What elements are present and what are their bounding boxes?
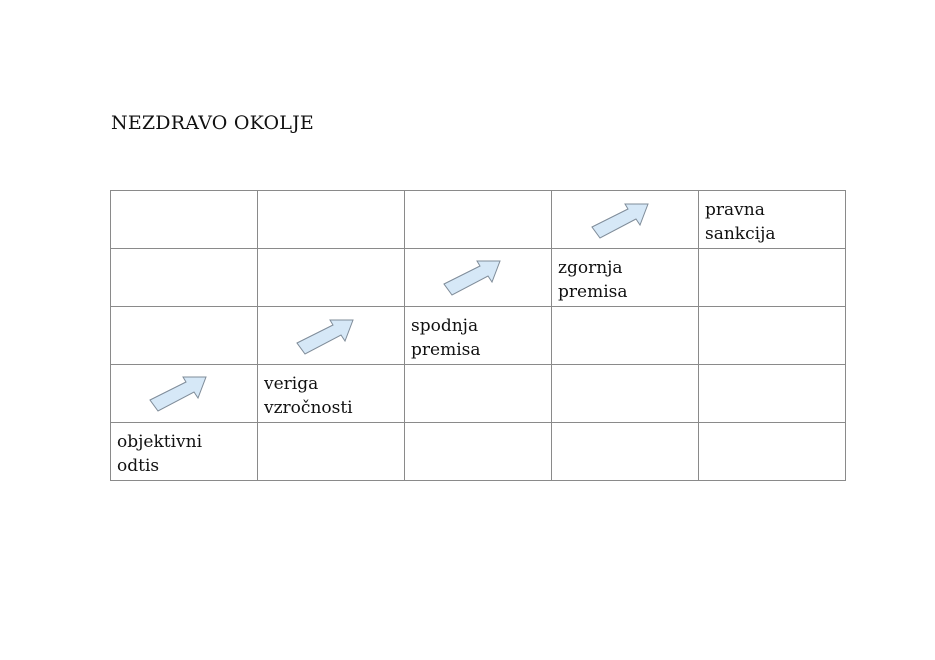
grid-cell bbox=[699, 249, 846, 307]
cell-text-zgornja-premisa: zgornja premisa bbox=[558, 258, 628, 302]
grid-cell bbox=[258, 423, 405, 481]
grid-cell bbox=[111, 191, 258, 249]
grid-cell bbox=[699, 423, 846, 481]
grid-row bbox=[111, 307, 846, 365]
grid-cell bbox=[405, 365, 552, 423]
grid-cell bbox=[258, 249, 405, 307]
grid-cell bbox=[258, 365, 405, 423]
grid-cell bbox=[552, 365, 699, 423]
grid-cell bbox=[552, 307, 699, 365]
grid-cell bbox=[111, 365, 258, 423]
grid-cell bbox=[111, 307, 258, 365]
grid-cell bbox=[258, 307, 405, 365]
grid-cell bbox=[699, 307, 846, 365]
cell-text-objektivni-odtis: objektivni odtis bbox=[117, 432, 203, 476]
grid-cell bbox=[552, 423, 699, 481]
grid-row bbox=[111, 191, 846, 249]
grid-cell bbox=[111, 423, 258, 481]
grid-cell bbox=[405, 423, 552, 481]
cell-text-pravna-sankcija: pravna sankcija bbox=[705, 200, 776, 244]
grid-cell bbox=[111, 249, 258, 307]
grid-cell bbox=[405, 191, 552, 249]
grid-cell bbox=[258, 191, 405, 249]
grid-cell bbox=[699, 191, 846, 249]
step-grid bbox=[110, 190, 846, 481]
cell-text-veriga-vzrocnosti: veriga vzročnosti bbox=[264, 374, 353, 418]
grid-row bbox=[111, 365, 846, 423]
grid-cell bbox=[699, 365, 846, 423]
cell-text-spodnja-premisa: spodnja premisa bbox=[411, 316, 481, 360]
grid-row bbox=[111, 249, 846, 307]
grid-row bbox=[111, 423, 846, 481]
grid-cell bbox=[405, 307, 552, 365]
grid-cell bbox=[552, 191, 699, 249]
grid-cell bbox=[405, 249, 552, 307]
grid-cell bbox=[552, 249, 699, 307]
page-title: NEZDRAVO OKOLJE bbox=[111, 112, 314, 134]
